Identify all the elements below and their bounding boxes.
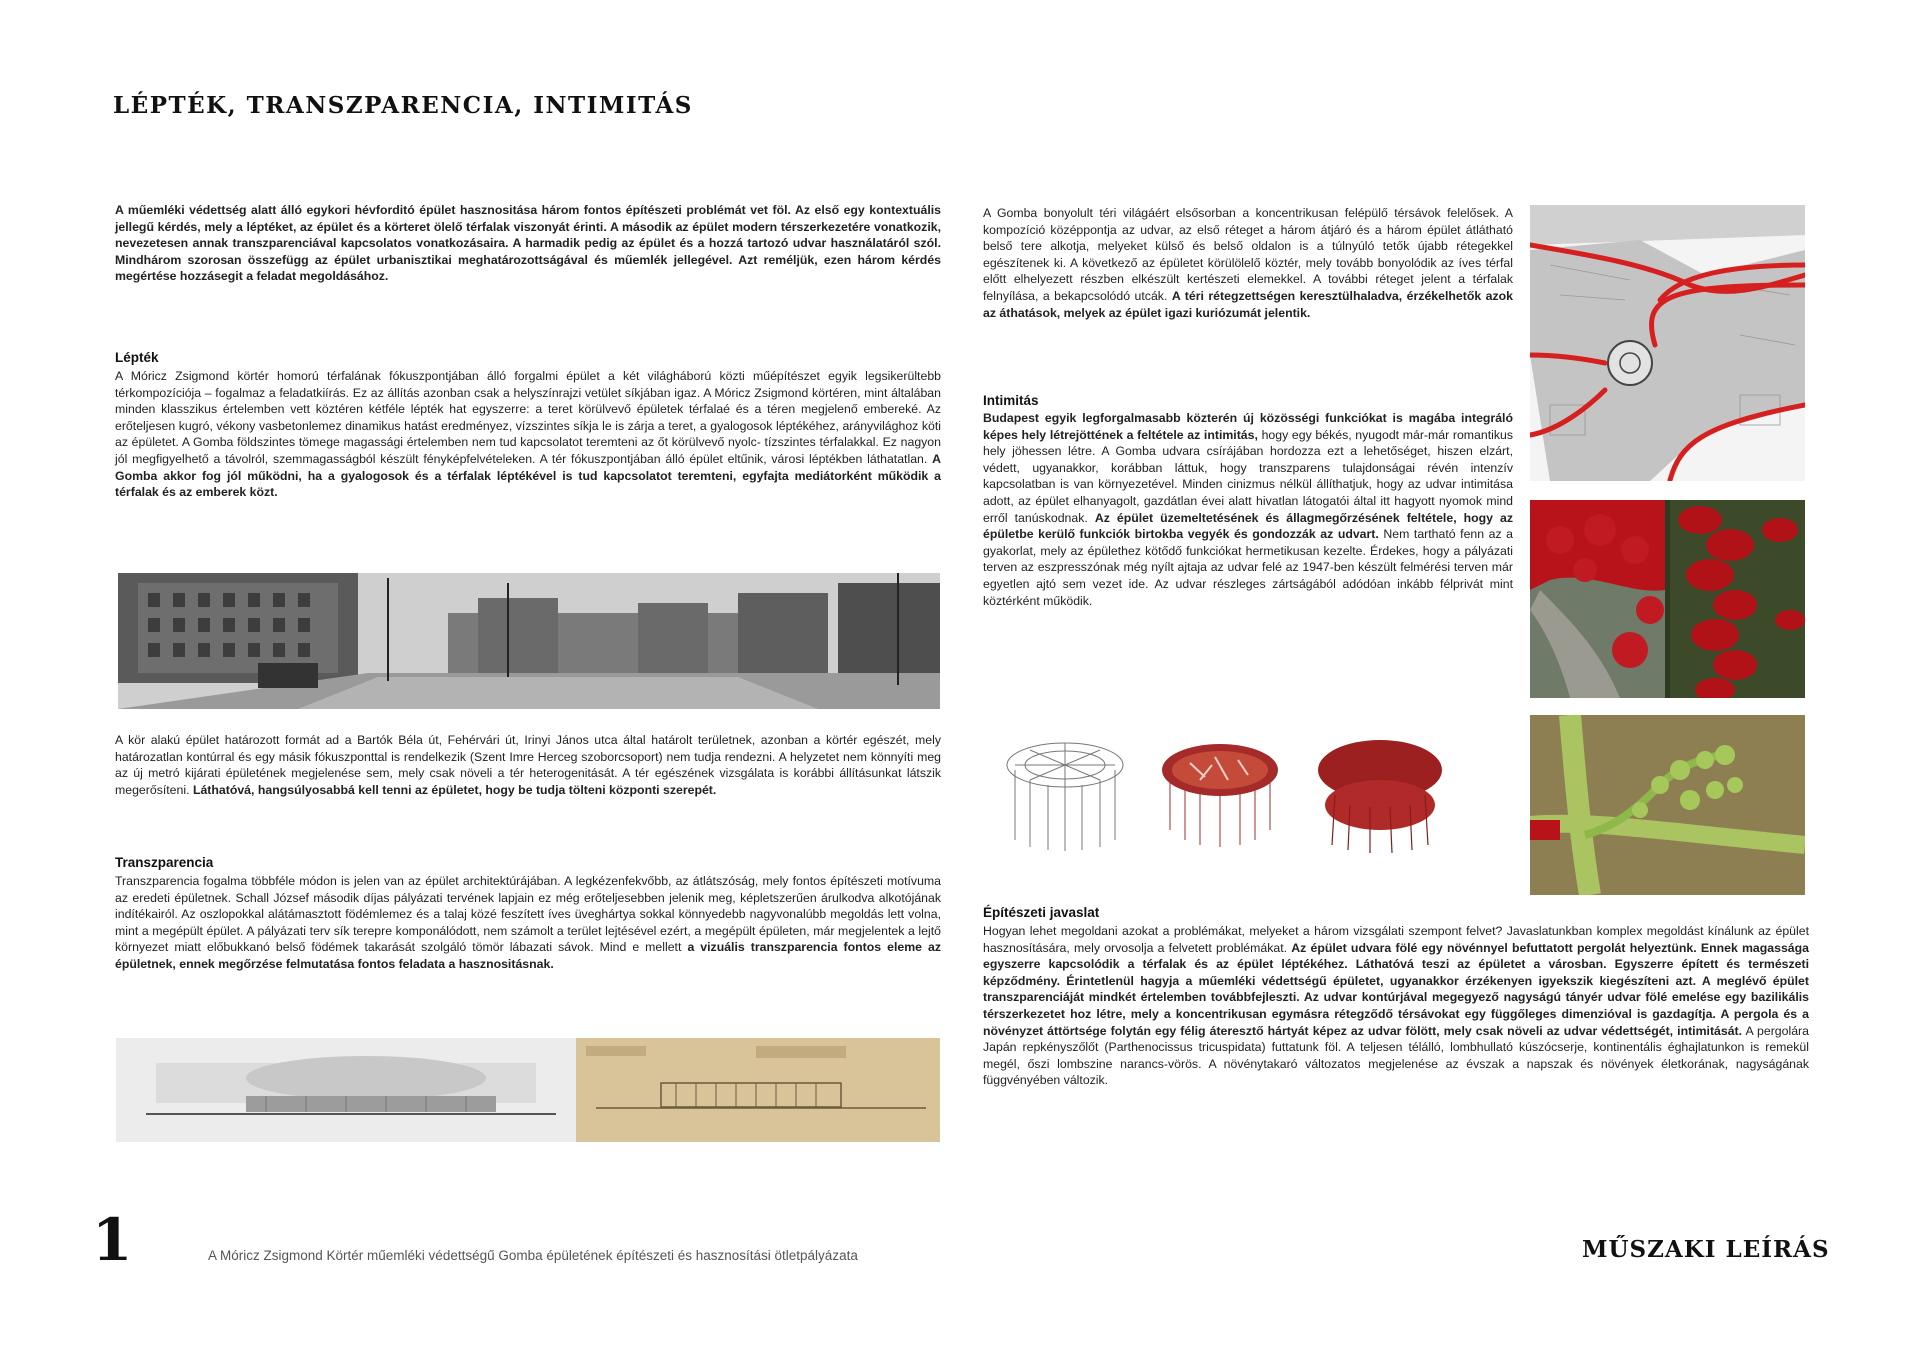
site-plan-svg xyxy=(1530,205,1805,481)
javaslat-text-2: A pergolára Japán repkényszőlőt (Parthenocissus tricuspidata) futtatunk föl. A teljesen télálló, lombhullató kúszócserje, kontinentális éghajlatunkon is remekül megél, őszi lombszine narancs-vörös. A növénytakaró változatos megjelenése az évszak a napszak és növények életkorának, nagyságának függvényében változik. xyxy=(983,1023,1809,1088)
transzparencia-paragraph xyxy=(115,873,941,973)
intimitas-heading: Intimitás xyxy=(983,393,1039,408)
kor-paragraph xyxy=(115,732,941,798)
javaslat-bold-1: Az épület udvara fölé egy növénnyel befuttatott pergolát helyeztünk. Ennek magassága egyszerre kapcsolódik a térfalak és az épület léptékéhez. Láthatóvá teszi az épületet a városban. Egyszerre épített és természeti képződmény. Érintetlenül hagyja a műemléki védettségű épületet, ugyanakkor érzékenyen igyekszik kiegészíteni azt. A meglévő épület transzparenciáját mindkét értelemben továbbfejleszti. Az udvar kontúrjával megegyező nagyságú tányér udvar fölé emelése egy bazilikális térszerkezetet hoz létre, mely a koncentrikusan egymásra rétegződő térsávokat egy függőleges dimenzióval is gazdagítja. A pergola és a növényzet áttörtsége folytán egy félig áteresztő hártyát képez az udvar fölött, mely csak növeli az udvar védettségét, intimitását. xyxy=(983,940,1809,1038)
footer-caption: A Móricz Zsigmond Körtér műemléki védettségű Gomba épületének építészeti és hasznosítási ötletpályázata xyxy=(208,1248,858,1263)
ivy-photo xyxy=(1530,500,1805,698)
kor-bold: Láthatóvá, hangsúlyosabbá kell tenni az épületet, hogy be tudja tölteni központi szerepét. xyxy=(192,782,717,797)
document-label: MŰSZAKI LEÍRÁS xyxy=(1582,1236,1830,1263)
intimitas-paragraph xyxy=(983,410,1513,609)
javaslat-text-1: Hogyan lehet megoldani azokat a problémákat, melyeket a három vizsgálati szempont felvet? Javaslatunkban komplex megoldást kínálunk az épület hasznosítására, mely orvosolja a felvetett problémákat. xyxy=(983,924,1809,955)
intimitas-bold-1: Budapest egyik legforgalmasabb közterén új közösségi funkciókat is magába integráló képes hely létrejöttének a feltétele az intimitás, xyxy=(983,411,1513,442)
tendril-photo xyxy=(1530,715,1805,895)
javaslat-heading: Építészeti javaslat xyxy=(983,905,1100,920)
page-number: 1 xyxy=(92,1206,133,1274)
leptek-heading: Lépték xyxy=(115,350,159,365)
ivy-photo-svg xyxy=(1530,500,1805,698)
pergola-renderings-svg xyxy=(1000,735,1480,855)
intro-paragraph xyxy=(115,202,941,285)
transzparencia-heading: Transzparencia xyxy=(115,855,214,870)
javaslat-paragraph xyxy=(983,923,1809,1089)
leptek-paragraph xyxy=(115,368,941,501)
competition-drawings xyxy=(116,1038,940,1142)
transzparencia-text: Transzparencia fogalma többféle módon is jelen van az épület architektúrájában. A legkézenfekvőbb, az átlátszóság, mely fontos építészeti motívuma az eredeti épületnek. Schall József második díjas pályázati tervének lapjain ez még erőteljesebben jelenik meg, képletszerűen árulkodva alkotójának indítékairól. Az oszlopokkal alátámasztott födémlemez és a talaj közé feszített íves üveghártya sokkal könnyedebb nagyvonalúbb megoldás lett volna, mint a megépült épület. A pályázati terv sík terepre komponálódott, nem számolt a terület lejtésével ezért, a megépült épületen, már megjelentek a lejtő környezet miatt előbukkanó belső födémek takarását szolgáló tömör lábazati sávok. Mind e mellett xyxy=(115,874,941,955)
kor-text: A kör alakú épület határozott formát ad a Bartók Béla út, Fehérvári út, Irinyi János utca által határolt területnek, azonban a körtér egészét, mely határozatlan kontúrral és egy másik fókuszponttal is rendelkezik (Szent Imre Herceg szoborcsoport) nem tudja rendezni. A helyzetet nem könnyíti meg az új metró kijárati épületének megjelenése sem, mely csak növeli a tér heterogenitását. A tér egészének vizsgálata is korábbi állításunkat látszik megerősíteni. xyxy=(115,733,941,797)
intimitas-text-1: hogy egy békés, nyugodt már-már romantikus hely jöhessen létre. A Gomba udvara csírájában hordozza ezt a lehetőséget, hiszen elzárt, védett, ugyanakkor, korábban láttuk, hogy transzparens tulajdonságai révén intenzív kapcsolatban is van környezetével. Minden cinizmus nélkül állíthatjuk, hogy az udvar intimitása adott, az épület elhanyagolt, gazdátlan évei alatt hivatlan látogatói által itt hagyott nyomok mind erről tanúskodnak. xyxy=(983,427,1514,525)
intimitas-bold-2: Az épület üzemeltetésének és állagmegőrzésének feltétele, hogy az épületbe kerülő funkciók birtokba vegyék és gondozzák az udvart. xyxy=(983,510,1514,542)
intimitas-text-2: Nem tartható fenn az a gyakorlat, mely az épülethez kötődő funkciókat hermetikusan kezelte. Érdekes, hogy a pályázati terven az eszpresszónak még nyílt ajtaja az udvar felé az 1947-ben készült felmérési terven már egyetlen ajtó sem vezet ide. Az udvar részleges zártságából adódóan inkább félprivát mint köztérként működik. xyxy=(983,527,1514,608)
page-title: LÉPTÉK, TRANSZPARENCIA, INTIMITÁS xyxy=(113,92,693,119)
gomba-paragraph xyxy=(983,205,1513,321)
tendril-photo-svg xyxy=(1530,715,1805,895)
street-photo-svg xyxy=(118,573,940,709)
intro-text: A műemléki védettség alatt álló egykori hévforditó épület hasznositása három fontos építészeti problémát vet föl. Az első egy kontextuális jellegű kérdés, mely a léptéket, az épület és a körteret ölelő térfalak viszonyát érinti. A második az épület modern térszerkezetére vonatkozik, nevezetesen annak transzparenciával kapcsolatos vonatkozásaira. A harmadik pedig az épület és a hozzá tartozó udvar használatáról szól. Mindhárom szorosan összefügg az épület urbanisztikai meghatározottságával és műemlék jellegével. Azt reméljük, ezen három kérdés megértése hozzásegit a feladat megoldásához. xyxy=(115,203,941,284)
street-photo xyxy=(118,573,940,709)
leptek-text: A Móricz Zsigmond körtér homorú térfalának fókuszpontjában álló forgalmi épület a két világháború közti műépítészet egyik legsikerültebb térkompozíciója – fogalmaz a feladatkiírás. Ez az állítás azonban csak a helyszínrajzi vetület síkjában igaz. A Móricz Zsigmond körtéren, mint általában minden klasszikus értelemben vett köztéren kétféle lépték hat egyszerre: a teret körülvevő épületek térfalaé és a téren megjelenő embereké. Az erőteljesen kugró, vékony vasbetonlemez dinamikus hatást eredményez, vízszintes síkja le is zárja a teret, a gyalogosok léptékéhez, arányvilághoz köti az épületet. A Gomba földszintes tömege magassági értelemben nem tud kapcsolatot teremteni az őt körülvevő nyolc- tízszintes térfalakkal. Ez nagyon jól megfigyelhető a távolról, szemmagasságból készült fényképfelvételeken. A tér fókuszpontjában álló épület eltűnik, városi léptékben láthatatlan. xyxy=(115,369,941,466)
gomba-text: A Gomba bonyolult téri világáért elsősorban a koncentrikusan felépülő térsávok felelősek. A kompozíció középpontja az udvar, az első réteget a három átjáró és a három épület átlátható belső tere alkotja, melyeket külső és belső oldalon is a túlnyúló tetők újabb rétegekkel egészítenek ki. A következő az épületet körülölelő köztér, mely tovább bonyolódik az íves térfal előtt elhelyezett részben elkészült kertészeti elemekkel. A további réteget jelent a térfalak felnyílása, a bekapcsolódó utcák. xyxy=(983,206,1513,303)
site-plan-diagram xyxy=(1530,205,1805,481)
leptek-bold: A Gomba akkor fog jól működni, ha a gyalogosok és a térfalak léptékével is tud kapcsolatot teremteni, egyfajta mediátorként működik a térfalak és az emberek közt. xyxy=(115,451,942,500)
transzparencia-bold: a vizuális transzparencia fontos eleme az épületnek, ennek megőrzése felmutatása fontos feladata a hasznositásnak. xyxy=(115,940,942,971)
competition-drawings-svg xyxy=(116,1038,940,1142)
pergola-renderings xyxy=(1000,735,1480,855)
gomba-bold: A téri rétegzettségen keresztülhaladva, érzékelhetők azok az áthatások, melyek az épület igazi kuriózumát jelentik. xyxy=(983,288,1513,320)
